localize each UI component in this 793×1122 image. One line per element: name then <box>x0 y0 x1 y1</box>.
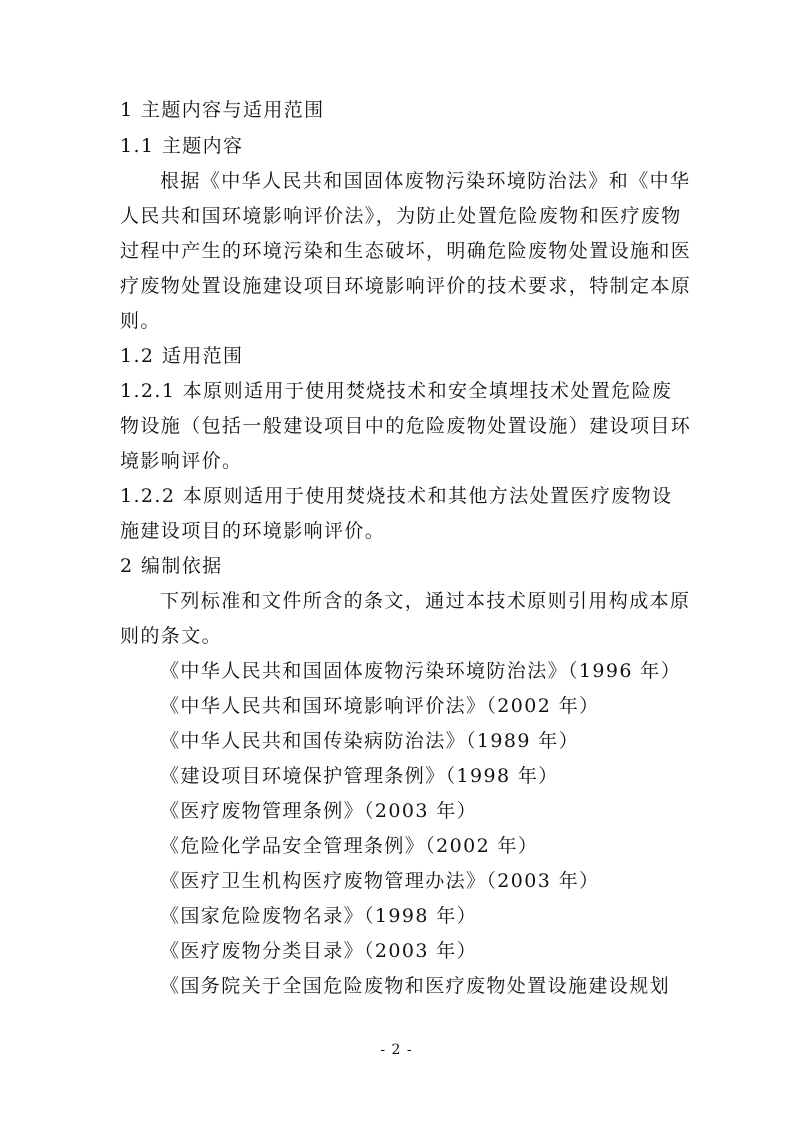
page-number: - 2 - <box>380 1042 413 1058</box>
reference-item: 《国家危险废物名录》（1998 年） <box>160 905 478 927</box>
paragraph-line: 物设施（包括一般建设项目中的危险废物处置设施）建设项目环 <box>120 415 692 437</box>
paragraph-line: 人民共和国环境影响评价法》，为防止处置危险废物和医疗废物 <box>120 205 682 227</box>
reference-item: 《中华人民共和国环境影响评价法》（2002 年） <box>160 695 600 717</box>
paragraph-line: 过程中产生的环境污染和生态破坏，明确危险废物处置设施和医 <box>120 240 692 262</box>
paragraph-line: 下列标准和文件所含的条文，通过本技术原则引用构成本原 <box>160 590 691 612</box>
reference-item: 《危险化学品安全管理条例》（2002 年） <box>160 835 539 857</box>
paragraph-line: 施建设项目的环境影响评价。 <box>120 520 386 542</box>
paragraph-line: 则的条文。 <box>120 625 223 647</box>
reference-item: 《医疗卫生机构医疗废物管理办法》（2003 年） <box>160 870 600 892</box>
section-1-1-heading: 1.1 主题内容 <box>120 135 244 157</box>
reference-item: 《中华人民共和国固体废物污染环境防治法》（1996 年） <box>160 660 682 682</box>
clause-1-2-1: 1.2.1 本原则适用于使用焚烧技术和安全填埋技术处置危险废 <box>120 380 673 402</box>
reference-item: 《医疗废物分类目录》（2003 年） <box>160 940 478 962</box>
section-1-2-heading: 1.2 适用范围 <box>120 345 244 367</box>
reference-item: 《建设项目环境保护管理条例》（1998 年） <box>160 765 559 787</box>
reference-item: 《国务院关于全国危险废物和医疗废物处置设施建设规划 <box>160 975 671 997</box>
paragraph-line: 疗废物处置设施建设项目环境影响评价的技术要求，特制定本原 <box>120 275 692 297</box>
paragraph-line: 根据《中华人民共和国固体废物污染环境防治法》和《中华 <box>160 170 691 192</box>
section-1-heading: 1 主题内容与适用范围 <box>120 99 325 121</box>
paragraph-line: 境影响评价。 <box>120 450 243 472</box>
reference-item: 《中华人民共和国传染病防治法》（1989 年） <box>160 730 580 752</box>
section-2-heading: 2 编制依据 <box>120 555 223 577</box>
reference-item: 《医疗废物管理条例》（2003 年） <box>160 800 478 822</box>
paragraph-line: 则。 <box>120 310 161 332</box>
clause-1-2-2: 1.2.2 本原则适用于使用焚烧技术和其他方法处置医疗废物设 <box>120 485 673 507</box>
